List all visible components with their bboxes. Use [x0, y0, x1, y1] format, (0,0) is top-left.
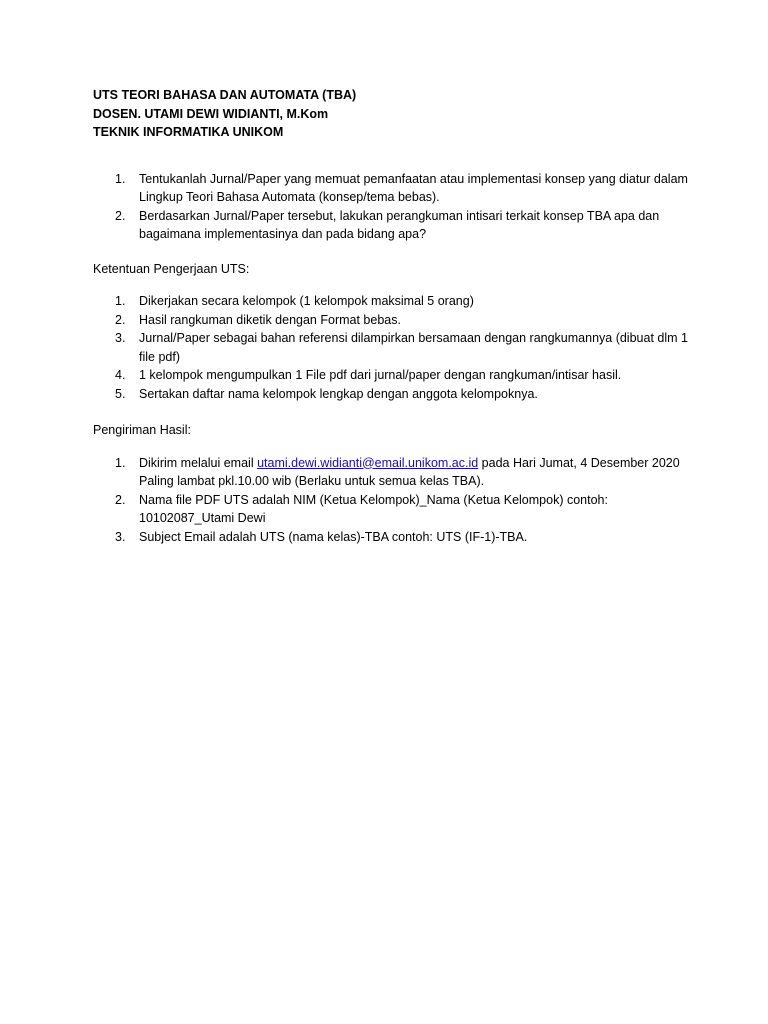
- list-number: 4.: [115, 368, 126, 382]
- list-item-text: Sertakan daftar nama kelompok lengkap dengan anggota kelompoknya.: [139, 386, 538, 401]
- rules-heading: Ketentuan Pengerjaan UTS:: [93, 261, 250, 276]
- list-item: [93, 491, 693, 528]
- document-content: [93, 86, 693, 546]
- list-item-text: 1 kelompok mengumpulkan 1 File pdf dari jurnal/paper dengan rangkuman/intisar hasil.: [139, 368, 622, 382]
- list-number: 1.: [115, 294, 126, 308]
- list-number: 2.: [115, 312, 126, 327]
- list-number: 5.: [115, 386, 126, 401]
- exam-title: UTS TEORI BAHASA DAN AUTOMATA (TBA): [93, 88, 357, 102]
- list-item-text: Subject Email adalah UTS (nama kelas)-TBA contoh: UTS (IF-1)-TBA.: [139, 529, 528, 544]
- lecturer-name: DOSEN. UTAMI DEWI WIDIANTI, M.Kom: [93, 106, 329, 121]
- list-number: 1.: [115, 455, 126, 470]
- list-item: [93, 528, 693, 547]
- list-item: [93, 207, 693, 244]
- submission-list: [93, 454, 693, 547]
- department-name: TEKNIK INFORMATIKA UNIKOM: [93, 125, 284, 139]
- list-item-text: Berdasarkan Jurnal/Paper tersebut, lakukan perangkuman intisari terkait konsep TBA apa dan bagaimana implementasinya dan pada bidang apa?: [139, 208, 660, 241]
- list-item-text: Nama file PDF UTS adalah NIM (Ketua Kelompok)_Nama (Ketua Kelompok) contoh: 10102087_Utami Dewi: [139, 492, 608, 525]
- list-number: 3.: [115, 331, 126, 345]
- rules-list: [93, 292, 693, 403]
- list-item-text-before: Dikirim melalui email: [139, 455, 258, 470]
- list-item-text: Hasil rangkuman diketik dengan Format bebas.: [139, 312, 401, 327]
- list-item-text: Dikerjakan secara kelompok (1 kelompok maksimal 5 orang): [139, 294, 474, 308]
- list-number: 2.: [115, 492, 126, 507]
- email-link[interactable]: utami.dewi.widianti@email.unikom.ac.id: [257, 455, 479, 470]
- document-header: [93, 86, 693, 142]
- list-item-text: Tentukanlah Jurnal/Paper yang memuat pemanfaatan atau implementasi konsep yang diatur dalam Lingkup Teori Bahasa Automata (konsep/tema bebas).: [139, 171, 688, 204]
- list-item: [93, 329, 693, 366]
- list-item: [93, 385, 693, 404]
- task-list: [93, 170, 693, 244]
- list-number: 1.: [115, 171, 126, 186]
- list-item: [93, 454, 693, 491]
- list-item: [93, 311, 693, 330]
- list-number: 2.: [115, 208, 126, 223]
- list-item-text: Jurnal/Paper sebagai bahan referensi dilampirkan bersamaan dengan rangkumannya (dibuat dlm 1 file pdf): [139, 331, 688, 364]
- list-item: [93, 170, 693, 207]
- list-item: [93, 292, 693, 311]
- list-item-text-after: pada Hari Jumat, 4 Desember 2020 Paling lambat pkl.10.00 wib (Berlaku untuk semua kelas TBA).: [139, 455, 680, 488]
- submission-heading: Pengiriman Hasil:: [93, 423, 191, 437]
- list-item: [93, 366, 693, 385]
- list-number: 3.: [115, 529, 126, 544]
